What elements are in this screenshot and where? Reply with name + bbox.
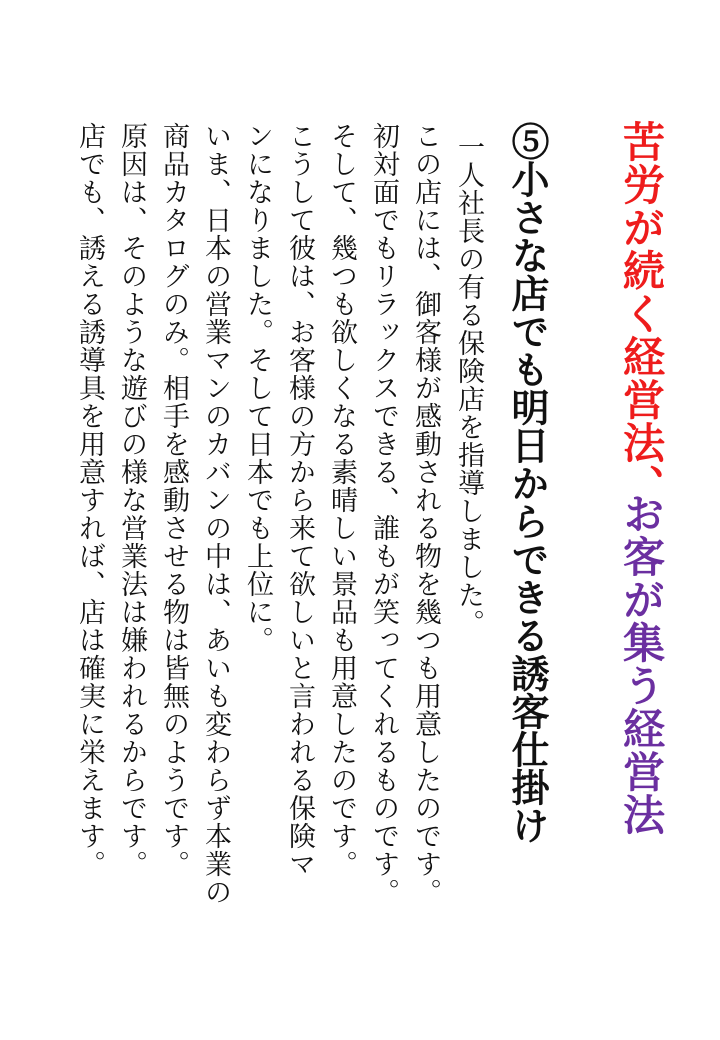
body-line-6: ンになりました。そして日本でも上位に。 [242,122,273,654]
body-line-4: そして、幾つも欲しくなる素晴しい景品も用意したのです。 [326,122,357,878]
body-line-9: 原因は、そのような遊びの様な営業法は嫌われるからです。 [116,122,147,878]
section-subtitle: ⑤小さな店でも明日からできる誘客仕掛け [505,122,550,844]
body-line-3: 初対面でもリラックスできる、誰もが笑ってくれるものです。 [368,122,399,906]
body-line-8: 商品カタログのみ。相手を感動させる物は皆無のようです。 [158,122,189,878]
body-line-1: 一人社長の有る保険店を指導しました。 [453,133,484,637]
body-line-7: いま、日本の営業マンのカバンの中は、あいも変わらず本業の [200,122,231,906]
body-line-5: こうして彼は、お客様の方から来て欲しいと言われる保険マ [284,122,315,878]
body-line-10: 店でも、誘える誘導具を用意すれば、店は確実に栄えます。 [74,122,105,878]
title-main-red: 苦労が続く経営法、 [617,120,666,507]
title-main-purple: お客が集う経営法 [617,492,666,836]
body-line-2: この店には、御客様が感動される物を幾つも用意したのです。 [410,122,441,906]
